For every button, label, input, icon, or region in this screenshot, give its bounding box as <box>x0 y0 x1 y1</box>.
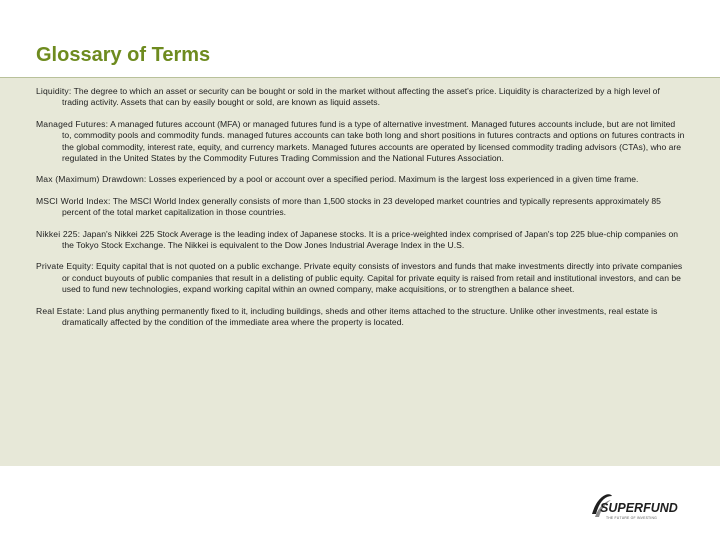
logo-wordmark: SUPERFUND <box>600 501 678 515</box>
superfund-logo <box>590 492 690 526</box>
term-definition: The degree to which an asset or security can be bought or sold in the market without affecting the asset's price. Liquidity is characterized by a high level of trading activity. Assets that can by easily bought or sold, are known as liquid assets. <box>62 86 660 108</box>
glossary-panel <box>0 78 720 466</box>
term-name: Private Equity: <box>36 261 94 272</box>
term-definition: The MSCI World Index generally consists of more than 1,500 stocks in 23 developed market countries and typically represents approximately 85 percent of the total market capitalization in those countries. <box>62 195 661 218</box>
term-name: Real Estate: <box>36 305 85 316</box>
glossary-term-max-drawdown <box>36 174 686 185</box>
glossary-list <box>36 86 686 339</box>
page-title: Glossary of Terms <box>36 44 211 66</box>
glossary-term-liquidity <box>36 86 686 109</box>
glossary-term-managed-futures <box>36 119 686 165</box>
glossary-term-nikkei-225 <box>36 229 686 252</box>
term-name: Managed Futures: <box>36 118 109 129</box>
glossary-term-msci-world-index <box>36 196 686 219</box>
term-definition: Losses experienced by a pool or account over a specified period. Maximum is the largest loss experienced in a given time frame. <box>148 174 639 185</box>
term-name: Liquidity: <box>36 86 72 96</box>
term-definition: A managed futures account (MFA) or managed futures fund is a type of alternative investment. Managed futures accounts include, but are not limited to, commodity pools and commodity funds. managed futures accounts can take both long and short positions in futures contracts and options on futures contracts in the global commodity, interest rate, equity, and currency markets. Managed futures accounts are operated by licensed commodity trading advisors (CTAs), who are regulated in the United States by the Commodity Futures Trading Commission and the National Futures Association. <box>62 118 685 164</box>
term-definition: Japan's Nikkei 225 Stock Average is the leading index of Japanese stocks. It is a price-weighted index comprised of Japan's top 225 blue-chip companies on the Tokyo Stock Exchange. The Nikkei is equivalent to the Dow Jones Industrial Average Index in the U.S. <box>62 228 679 251</box>
logo-tagline: THE FUTURE OF INVESTING <box>606 516 657 520</box>
glossary-term-real-estate <box>36 306 686 329</box>
glossary-term-private-equity <box>36 261 686 295</box>
term-definition: Land plus anything permanently fixed to it, including buildings, sheds and other items attached to the structure. Unlike other investments, real estate is dramatically affected by the condition of the immediate area where the property is located. <box>62 305 658 328</box>
term-definition: Equity capital that is not quoted on a public exchange. Private equity consists of investors and funds that make investments directly into private companies or conduct buyouts of public companies that result in a delisting of public equity. Capital for private equity is raised from retail and institutional investors, and can be used to fund new technologies, expand working capital within an owned company, make acquisitions, or to strengthen a balance sheet. <box>62 261 683 295</box>
term-name: Max (Maximum) Drawdown: <box>36 174 147 185</box>
term-name: MSCI World Index: <box>36 195 111 206</box>
term-name: Nikkei 225: <box>36 228 81 239</box>
